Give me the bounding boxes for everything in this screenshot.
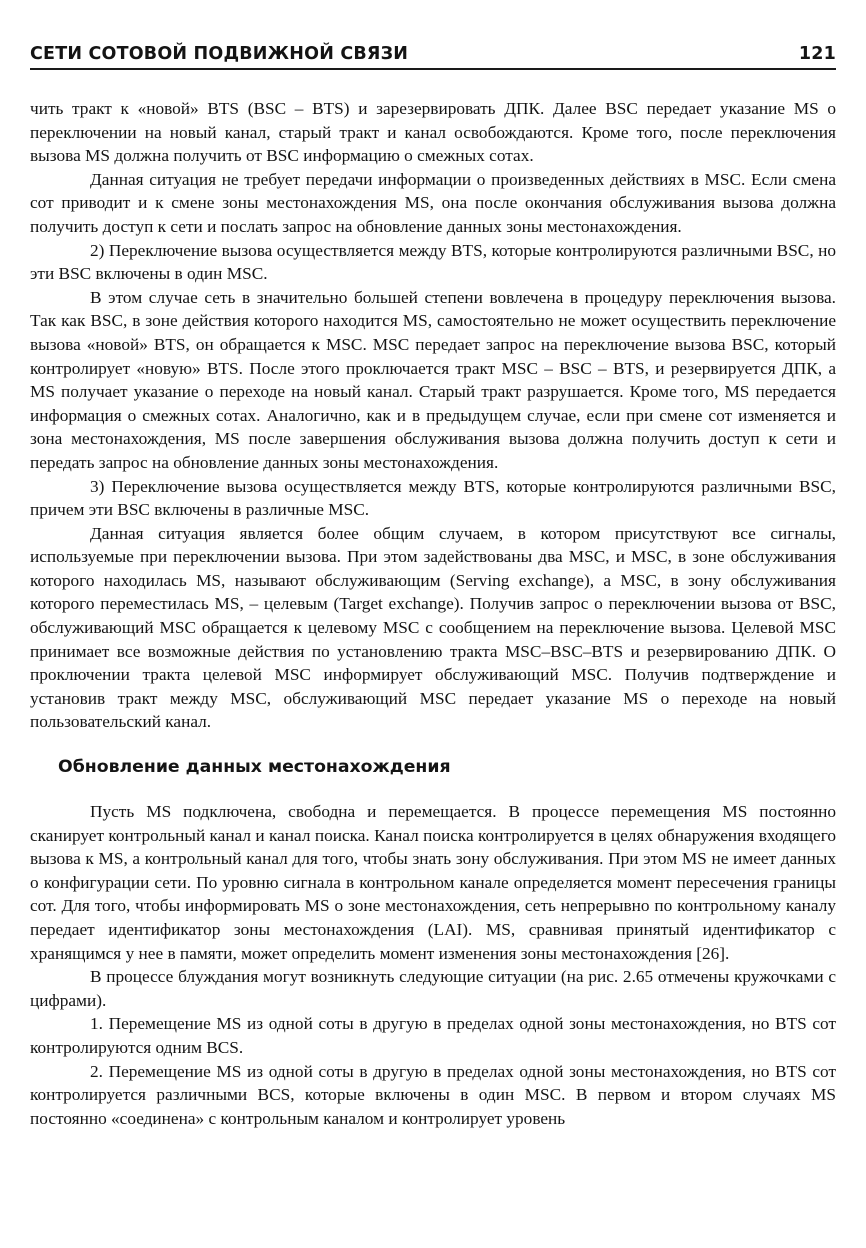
paragraph: 3) Переключение вызова осуществляется между BTS, которые контролируются различными BSC, причем эти BSC включены в различные MSC. [30, 476, 836, 520]
paragraph: Пусть MS подключена, свободна и перемещается. В процессе перемещения MS постоянно сканирует контрольный канал и канал поиска. Канал поиска контролируется в целях обнаружения входящего вызова к MS, а контрольный канал для того, чтобы знать зону обслуживания. При этом MS не имеет данных о конфигурации сети. По уровню сигнала в контрольном канале определяется момент пересечения границы сот. Для того, чтобы информировать MS о зоне местонахождения, сеть непрерывно по контрольному каналу передает идентификатор зоны местонахождения (LAI). MS, сравнивая принятый идентификатор с хранящимся у нее в памяти, может определить момент изменения зоны местонахождения [26]. [30, 802, 836, 963]
header-title: СЕТИ СОТОВОЙ ПОДВИЖНОЙ СВЯЗИ [30, 44, 409, 64]
paragraph: 2. Перемещение MS из одной соты в другую в пределах одной зоны местонахождения, но BTS сот контролируется различными BCS, которые включены в один MSC. В первом и втором случаях MS постоянно «соединена» с контрольным каналом и контролирует уровень [30, 1061, 836, 1128]
paragraph: Данная ситуация является более общим случаем, в котором присутствуют все сигналы, используемые при переключении вызова. При этом задействованы два MSC, и MSC, в зоне обслуживания которого находилась MS, называют обслуживающим (Serving exchange), а MSC, в зону обслуживания которого переместилась MS, – целевым (Target exchange). Получив запрос о переключении вызова от BSC, обслуживающий MSC обращается к целевому MSC с сообщением на переключение вызова. Целевой MSC принимает все возможные действия по установлению тракта MSC–BSC–BTS и резервированию ДПК. О проключении тракта целевой MSC информирует обслуживающий MSC. Получив подтверждение и установив тракт между MSC, обслуживающий MSC передает указание MS о переходе на новый пользовательский канал. [30, 523, 836, 732]
section-heading: Обновление данных местонахождения [58, 757, 451, 778]
paragraph: 2) Переключение вызова осуществляется между BTS, которые контролируются различными BSC, но эти BSC включены в один MSC. [30, 240, 836, 284]
paragraph: 1. Перемещение MS из одной соты в другую в пределах одной зоны местонахождения, но BTS сот контролируются одним BCS. [30, 1014, 836, 1057]
paragraph: Данная ситуация не требует передачи информации о произведенных действиях в MSC. Если смена сот приводит и к смене зоны местонахождения MS, она после окончания обслуживания вызова должна получить доступ к сети и послать запрос на обновление данных зоны местонахождения. [30, 169, 836, 236]
paragraph: В этом случае сеть в значительно большей степени вовлечена в процедуру переключения вызова. Так как BSC, в зоне действия которого находится MS, самостоятельно не может осуществить переключение вызова «новой» BTS, он обращается к MSC. MSC передает запрос на переключение вызова BSC, который контролирует «новую» BTS. После этого проключается тракт MSC – BSC – BTS, и резервируется ДПК, а MS получает указание о переходе на новый канал. Старый тракт разрушается. Кроме того, MS передается информация о смежных сотах. Аналогично, как и в предыдущем случае, если при смене сот изменяется и зона местонахождения, MS после завершения обслуживания вызова должна получить доступ к сети и передать запрос на обновление данных зоны местонахождения. [30, 287, 836, 472]
document-page [30, 0, 836, 1248]
paragraph: чить тракт к «новой» BTS (BSC – BTS) и зарезервировать ДПК. Далее BSC передает указание MS о переключении на новый канал, старый тракт и канал освобождаются. Кроме того, после переключения вызова MS должна получить от BSC информацию о смежных сотах. [30, 99, 836, 166]
body-text [30, 97, 836, 1130]
running-header [30, 42, 836, 70]
paragraph: В процессе блуждания могут возникнуть следующие ситуации (на рис. 2.65 отмечены кружочками с цифрами). [30, 967, 836, 1010]
page-number: 121 [798, 44, 836, 64]
